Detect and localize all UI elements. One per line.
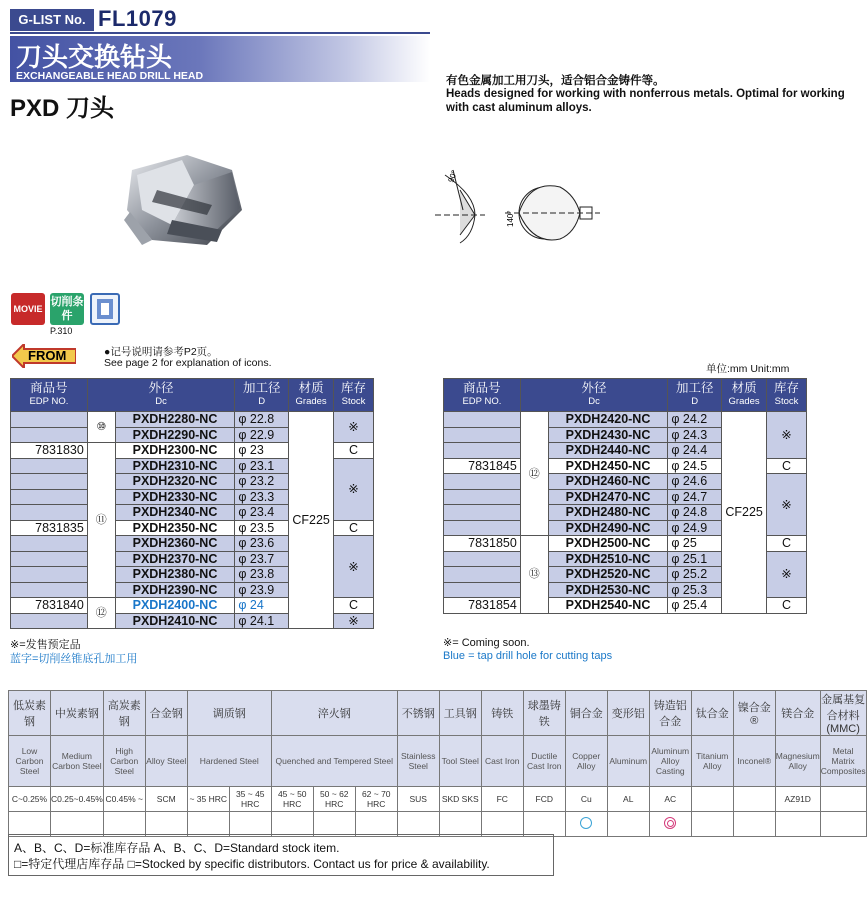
grade-cell: CF225 — [722, 412, 767, 614]
suitability-cell — [397, 812, 439, 837]
diameter: φ 25.2 — [668, 567, 722, 583]
stock-cell: ※ — [334, 536, 374, 598]
material-spec: 45 ~ 50 HRC — [271, 787, 313, 812]
edp-cell — [444, 427, 521, 443]
item-code: PXDH2440-NC — [548, 443, 668, 459]
item-code: PXDH2460-NC — [548, 474, 668, 490]
material-cn: 淬火钢 — [271, 691, 397, 736]
diameter: φ 24.5 — [668, 458, 722, 474]
material-spec: AC — [649, 787, 691, 812]
material-spec: AZ91D — [775, 787, 820, 812]
col-edp: 商品号 EDP NO. — [444, 379, 521, 412]
col-d: 加工径 D — [235, 379, 289, 412]
diameter: φ 23.8 — [235, 567, 289, 583]
unit-label: 单位:mm Unit:mm — [706, 363, 790, 375]
edp-cell — [444, 489, 521, 505]
material-cn: 合金钢 — [145, 691, 187, 736]
stock-cell: C — [767, 458, 807, 474]
suitability-cell — [313, 812, 355, 837]
material-spec: C~0.25% — [9, 787, 51, 812]
material-spec — [733, 787, 775, 812]
material-cn: 钛合金 — [691, 691, 733, 736]
diameter: φ 24.3 — [668, 427, 722, 443]
item-code: PXDH2530-NC — [548, 582, 668, 598]
diagram-angle-2: 140° — [506, 210, 515, 227]
legend-blue-en: Blue = tap drill hole for cutting taps — [443, 650, 613, 662]
diameter: φ 23.6 — [235, 536, 289, 552]
suitability-cell — [775, 812, 820, 837]
suitability-cell — [439, 812, 481, 837]
material-cn: 不锈钢 — [397, 691, 439, 736]
stock-cell: C — [334, 443, 374, 459]
material-spec — [691, 787, 733, 812]
material-spec: Cu — [565, 787, 607, 812]
edp-cell — [444, 551, 521, 567]
edp-cell: 7831830 — [11, 443, 88, 459]
item-code: PXDH2390-NC — [115, 582, 235, 598]
suitability-cell — [9, 812, 51, 837]
edp-cell — [11, 536, 88, 552]
suitability-cell — [51, 812, 104, 837]
stock-cell: ※ — [334, 412, 374, 443]
material-en: Quenched and Tempered Steel — [271, 736, 397, 787]
material-en: Ductile Cast Iron — [523, 736, 565, 787]
material-en: Aluminum — [607, 736, 649, 787]
col-d: 加工径 D — [668, 379, 722, 412]
material-cn: 变形铝 — [607, 691, 649, 736]
edp-cell — [444, 520, 521, 536]
edp-cell — [11, 567, 88, 583]
edp-cell — [444, 567, 521, 583]
item-code: PXDH2330-NC — [115, 489, 235, 505]
item-code: PXDH2450-NC — [548, 458, 668, 474]
diameter: φ 23.1 — [235, 458, 289, 474]
material-spec: SKD SKS — [439, 787, 481, 812]
material-cn: 调质钢 — [187, 691, 271, 736]
edp-cell — [11, 474, 88, 490]
suitability-cell — [145, 812, 187, 837]
material-cn: 铸铁 — [481, 691, 523, 736]
suitability-cell — [649, 812, 691, 837]
drill-icon — [90, 293, 120, 325]
suitability-cell — [691, 812, 733, 837]
legend-blue-cn: 蓝字=切削丝锥底孔加工用 — [10, 653, 138, 665]
edp-cell — [11, 427, 88, 443]
item-code: PXDH2420-NC — [548, 412, 668, 428]
col-grade: 材质 Grades — [722, 379, 767, 412]
edp-cell — [11, 489, 88, 505]
material-en: Medium Carbon Steel — [51, 736, 104, 787]
diameter: φ 24.1 — [235, 613, 289, 629]
material-cn: 镁合金 — [775, 691, 820, 736]
edp-cell — [11, 505, 88, 521]
edp-cell — [444, 412, 521, 428]
material-cn: 铸造铝合金 — [649, 691, 691, 736]
diameter: φ 23.7 — [235, 551, 289, 567]
group-mark: ⑩ — [87, 412, 115, 443]
glist-label: G-LIST No. — [10, 9, 94, 31]
suitability-cell — [607, 812, 649, 837]
cutting-conditions-icon[interactable]: 切削条件 — [50, 293, 84, 325]
material-cn: 金属基复合材料(MMC) — [820, 691, 866, 736]
material-en: Low Carbon Steel — [9, 736, 51, 787]
diameter: φ 23.3 — [235, 489, 289, 505]
material-cn: 高炭素钢 — [103, 691, 145, 736]
product-name: PXD 刀头 — [10, 95, 115, 122]
material-spec: 35 ~ 45 HRC — [229, 787, 271, 812]
item-code: PXDH2500-NC — [548, 536, 668, 552]
header-rule — [10, 32, 430, 34]
material-table — [8, 690, 867, 837]
col-grade: 材质 Grades — [289, 379, 334, 412]
group-mark: ⑫ — [520, 412, 548, 536]
group-mark: ⑫ — [87, 598, 115, 629]
stock-cell: C — [767, 536, 807, 552]
diameter: φ 22.8 — [235, 412, 289, 428]
movie-icon[interactable]: MOVIE — [11, 293, 45, 325]
stock-cell: C — [767, 598, 807, 614]
diameter: φ 24.8 — [668, 505, 722, 521]
edp-cell — [444, 582, 521, 598]
material-en: Magnesium Alloy — [775, 736, 820, 787]
material-en: Stainless Steel — [397, 736, 439, 787]
suitability-cell — [229, 812, 271, 837]
stock-cell: C — [334, 520, 374, 536]
material-en: Hardened Steel — [187, 736, 271, 787]
item-code: PXDH2400-NC — [115, 598, 235, 614]
item-code: PXDH2340-NC — [115, 505, 235, 521]
edp-cell — [11, 458, 88, 474]
product-table-left — [10, 378, 374, 629]
diameter: φ 23.2 — [235, 474, 289, 490]
material-cn: 球墨铸铁 — [523, 691, 565, 736]
item-code: PXDH2520-NC — [548, 567, 668, 583]
material-en: Aluminum Alloy Casting — [649, 736, 691, 787]
stock-cell: C — [334, 598, 374, 614]
item-code: PXDH2410-NC — [115, 613, 235, 629]
glist-code: FL1079 — [98, 6, 177, 31]
note-en: See page 2 for explanation of icons. — [104, 357, 272, 369]
item-code: PXDH2490-NC — [548, 520, 668, 536]
edp-cell — [444, 474, 521, 490]
stock-cell: ※ — [334, 613, 374, 629]
edp-cell — [11, 551, 88, 567]
diameter: φ 25.3 — [668, 582, 722, 598]
edp-cell — [11, 412, 88, 428]
material-spec — [820, 787, 866, 812]
footer-distributor-stock: □=特定代理店库存品 □=Stocked by specific distributors. Contact us for price & availability. — [14, 857, 490, 871]
col-stock: 库存 Stock — [767, 379, 807, 412]
material-cn: 镍合金 ® — [733, 691, 775, 736]
item-code: PXDH2280-NC — [115, 412, 235, 428]
from-label: FROM — [28, 348, 67, 363]
material-en: Cast Iron — [481, 736, 523, 787]
material-spec: FC — [481, 787, 523, 812]
suitability-cell — [820, 812, 866, 837]
diameter: φ 23.4 — [235, 505, 289, 521]
material-spec: C0.25~0.45% — [51, 787, 104, 812]
diameter: φ 25 — [668, 536, 722, 552]
diagram-angle-1: 90° — [446, 169, 460, 184]
item-code: PXDH2430-NC — [548, 427, 668, 443]
diameter: φ 24.9 — [668, 520, 722, 536]
suitability-cell — [523, 812, 565, 837]
suitability-cell — [565, 812, 607, 837]
legend-coming-cn: ※=发售预定品 — [10, 639, 81, 651]
diameter: φ 22.9 — [235, 427, 289, 443]
item-code: PXDH2320-NC — [115, 474, 235, 490]
material-cn: 中炭素钢 — [51, 691, 104, 736]
group-mark: ⑪ — [87, 443, 115, 598]
edp-cell: 7831850 — [444, 536, 521, 552]
col-stock: 库存 Stock — [334, 379, 374, 412]
item-code: PXDH2310-NC — [115, 458, 235, 474]
legend-coming-en: ※= Coming soon. — [443, 637, 530, 649]
stock-cell: ※ — [767, 412, 807, 459]
material-en: High Carbon Steel — [103, 736, 145, 787]
geometry-diagram — [435, 165, 605, 245]
material-spec: ~ 35 HRC — [187, 787, 229, 812]
item-code: PXDH2470-NC — [548, 489, 668, 505]
description-cn: 有色金属加工用刀头，适合铝合金铸件等。 — [446, 75, 665, 87]
product-photo — [112, 150, 272, 260]
material-en: Titanium Alloy — [691, 736, 733, 787]
table-row — [444, 412, 807, 428]
diameter: φ 24.4 — [668, 443, 722, 459]
edp-cell — [444, 443, 521, 459]
diameter: φ 24.6 — [668, 474, 722, 490]
material-en: Metal Matrix Composites — [820, 736, 866, 787]
material-en: Copper Alloy — [565, 736, 607, 787]
material-spec: 62 ~ 70 HRC — [355, 787, 397, 812]
material-spec: SCM — [145, 787, 187, 812]
edp-cell — [444, 505, 521, 521]
col-edp: 商品号 EDP NO. — [11, 379, 88, 412]
material-en: Inconel® — [733, 736, 775, 787]
diameter: φ 24.2 — [668, 412, 722, 428]
edp-cell — [11, 582, 88, 598]
stock-cell: ※ — [767, 551, 807, 598]
item-code: PXDH2360-NC — [115, 536, 235, 552]
material-cn: 工具钢 — [439, 691, 481, 736]
material-spec: 50 ~ 62 HRC — [313, 787, 355, 812]
diameter: φ 25.4 — [668, 598, 722, 614]
item-code: PXDH2510-NC — [548, 551, 668, 567]
footer-standard-stock: A、B、C、D=标准库存品 A、B、C、D=Standard stock item. — [14, 841, 340, 855]
item-code: PXDH2380-NC — [115, 567, 235, 583]
suitability-cell — [481, 812, 523, 837]
stock-cell: ※ — [767, 474, 807, 536]
edp-cell: 7831845 — [444, 458, 521, 474]
material-en: Tool Steel — [439, 736, 481, 787]
edp-cell — [11, 613, 88, 629]
material-en: Alloy Steel — [145, 736, 187, 787]
item-code: PXDH2480-NC — [548, 505, 668, 521]
item-code: PXDH2370-NC — [115, 551, 235, 567]
material-spec: AL — [607, 787, 649, 812]
col-dc: 外径 Dc — [87, 379, 235, 412]
table-row — [11, 412, 374, 428]
item-code: PXDH2290-NC — [115, 427, 235, 443]
item-code: PXDH2300-NC — [115, 443, 235, 459]
diameter: φ 25.1 — [668, 551, 722, 567]
note-cn: ●记号说明请参考P2页。 — [104, 346, 218, 358]
suitable-ring-icon — [580, 817, 592, 829]
grade-cell: CF225 — [289, 412, 334, 629]
col-dc: 外径 Dc — [520, 379, 668, 412]
material-spec: C0.45% ~ — [103, 787, 145, 812]
product-table-right — [443, 378, 807, 614]
description-en: Heads designed for working with nonferrous metals. Optimal for working with cast aluminum alloys. — [446, 88, 845, 114]
stock-cell: ※ — [334, 458, 374, 520]
material-spec: SUS — [397, 787, 439, 812]
title-en: EXCHANGEABLE HEAD DRILL HEAD — [16, 70, 204, 82]
item-code: PXDH2350-NC — [115, 520, 235, 536]
diameter: φ 23.5 — [235, 520, 289, 536]
title-cn: 刀头交换钻头 — [16, 42, 173, 72]
material-spec: FCD — [523, 787, 565, 812]
diameter: φ 24.7 — [668, 489, 722, 505]
suitability-cell — [187, 812, 229, 837]
optimal-double-ring-icon — [664, 817, 676, 829]
edp-cell: 7831854 — [444, 598, 521, 614]
edp-cell: 7831835 — [11, 520, 88, 536]
edp-cell: 7831840 — [11, 598, 88, 614]
material-cn: 铜合金 — [565, 691, 607, 736]
suitability-cell — [733, 812, 775, 837]
material-cn: 低炭素钢 — [9, 691, 51, 736]
diameter: φ 24 — [235, 598, 289, 614]
item-code: PXDH2540-NC — [548, 598, 668, 614]
suitability-cell — [271, 812, 313, 837]
diameter: φ 23.9 — [235, 582, 289, 598]
diameter: φ 23 — [235, 443, 289, 459]
cutting-conditions-page: P.310 — [50, 326, 73, 336]
suitability-cell — [103, 812, 145, 837]
group-mark: ⑬ — [520, 536, 548, 614]
suitability-cell — [355, 812, 397, 837]
